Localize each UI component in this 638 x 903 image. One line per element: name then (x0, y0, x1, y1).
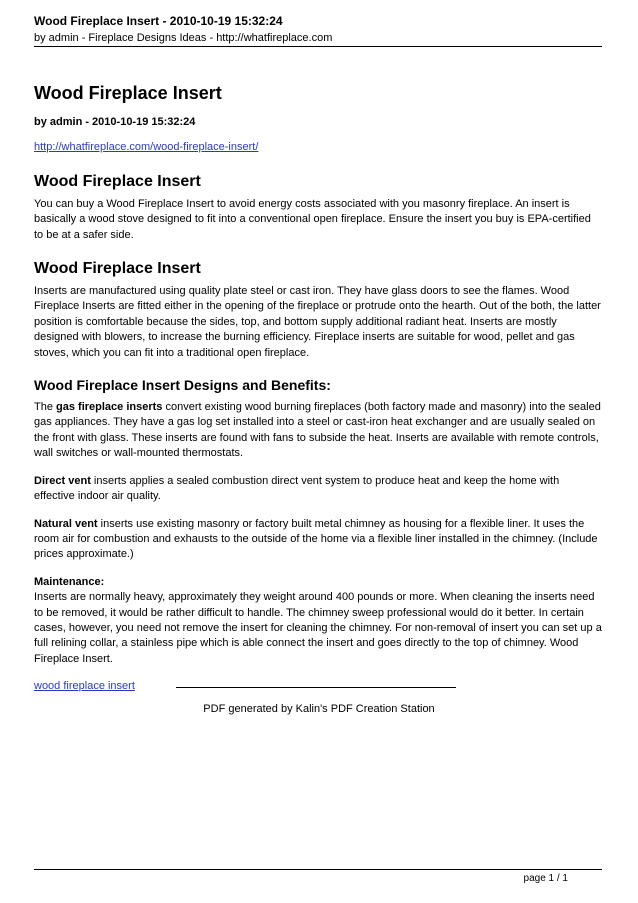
header-divider (34, 46, 602, 47)
article-title: Wood Fireplace Insert (34, 83, 222, 103)
maintenance-heading: Maintenance: (34, 575, 105, 588)
maintenance-text: Inserts are normally heavy, approximately they weight around 400 pounds or more. When cleaning the inserts need to be removed, it would be rather difficult to handle. The chimney sweep professional would do it better. In certain cases, however, you need not remove the insert for cleaning the chimney. For non-removal of insert you can set up a full relining collar, a stainless pipe which is able connect the insert and goes directly to the top of chimney. Wood Fireplace Insert. (34, 591, 602, 665)
tag-link[interactable]: wood fireplace insert (34, 680, 135, 693)
header-title: Wood Fireplace Insert - 2010-10-19 15:32:24 (34, 14, 283, 28)
natural-vent-text: inserts use existing masonry or factory built metal chimney as housing for a flexible liner. It uses the room air for combustion and exhausts to the outside of the home via a flexible liner installed in the chimney. (Include prices approximate.) (34, 517, 598, 561)
generator-credit: PDF generated by Kalin's PDF Creation Station (203, 703, 435, 715)
direct-vent-paragraph (34, 474, 602, 505)
section-heading-manufacture: Wood Fireplace Insert (34, 260, 201, 278)
direct-vent-term: Direct vent (34, 474, 91, 487)
intro-paragraph: You can buy a Wood Fireplace Insert to avoid energy costs associated with you masonry fireplace. An insert is basically a wood stove designed to fit into a conventional open fireplace. Ensure the insert you buy is EPA-certified to be at a safer side. (34, 197, 591, 241)
gas-inserts-paragraph (34, 400, 602, 462)
footer-divider (176, 687, 456, 688)
article-byline: by admin - 2010-10-19 15:32:24 (34, 116, 196, 128)
page-number: page 1 / 1 (523, 873, 568, 884)
gas-intro-text: The (34, 401, 57, 414)
page-footer-divider (34, 869, 602, 870)
section-heading-intro: Wood Fireplace Insert (34, 172, 201, 190)
page-header (34, 13, 602, 45)
natural-vent-paragraph (34, 517, 602, 563)
gas-inserts-text: convert existing wood burning fireplaces (both factory made and masonry) into the sealed gas appliances. They have a gas log set installed into a steel or cast-iron heat exchanger and are usually sealed on the front with glass. These inserts are found with fans to subside the heat. Inserts are available with remote controls, wall switches or wall-mounted thermostats. (34, 401, 601, 460)
natural-vent-term: Natural vent (34, 517, 98, 530)
manufacture-paragraph: Inserts are manufactured using quality plate steel or cast iron. They have glass doors to see the flames. Wood Fireplace Inserts are fitted either in the opening of the fireplace or protrude onto the hearth. Out of the both, the latter position is comfortable because the sides, top, and bottom supply additional radiant heat. Inserts are mostly designed with blowers, to increase the burning efficiency. Fireplace inserts are suitable for wood, pellet and gas stoves, which you can fit into a traditional open fireplace. (34, 285, 601, 359)
section-heading-designs: Wood Fireplace Insert Designs and Benefits: (34, 377, 331, 394)
maintenance-paragraph (34, 575, 602, 667)
article-source-link[interactable]: http://whatfireplace.com/wood-fireplace-insert/ (34, 141, 259, 154)
direct-vent-text: inserts applies a sealed combustion direct vent system to produce heat and keep the home with effective indoor air quality. (34, 474, 560, 503)
header-subtitle: by admin - Fireplace Designs Ideas - http://whatfireplace.com (34, 32, 333, 44)
article-body (34, 82, 602, 695)
gas-inserts-term: gas fireplace inserts (56, 401, 163, 414)
